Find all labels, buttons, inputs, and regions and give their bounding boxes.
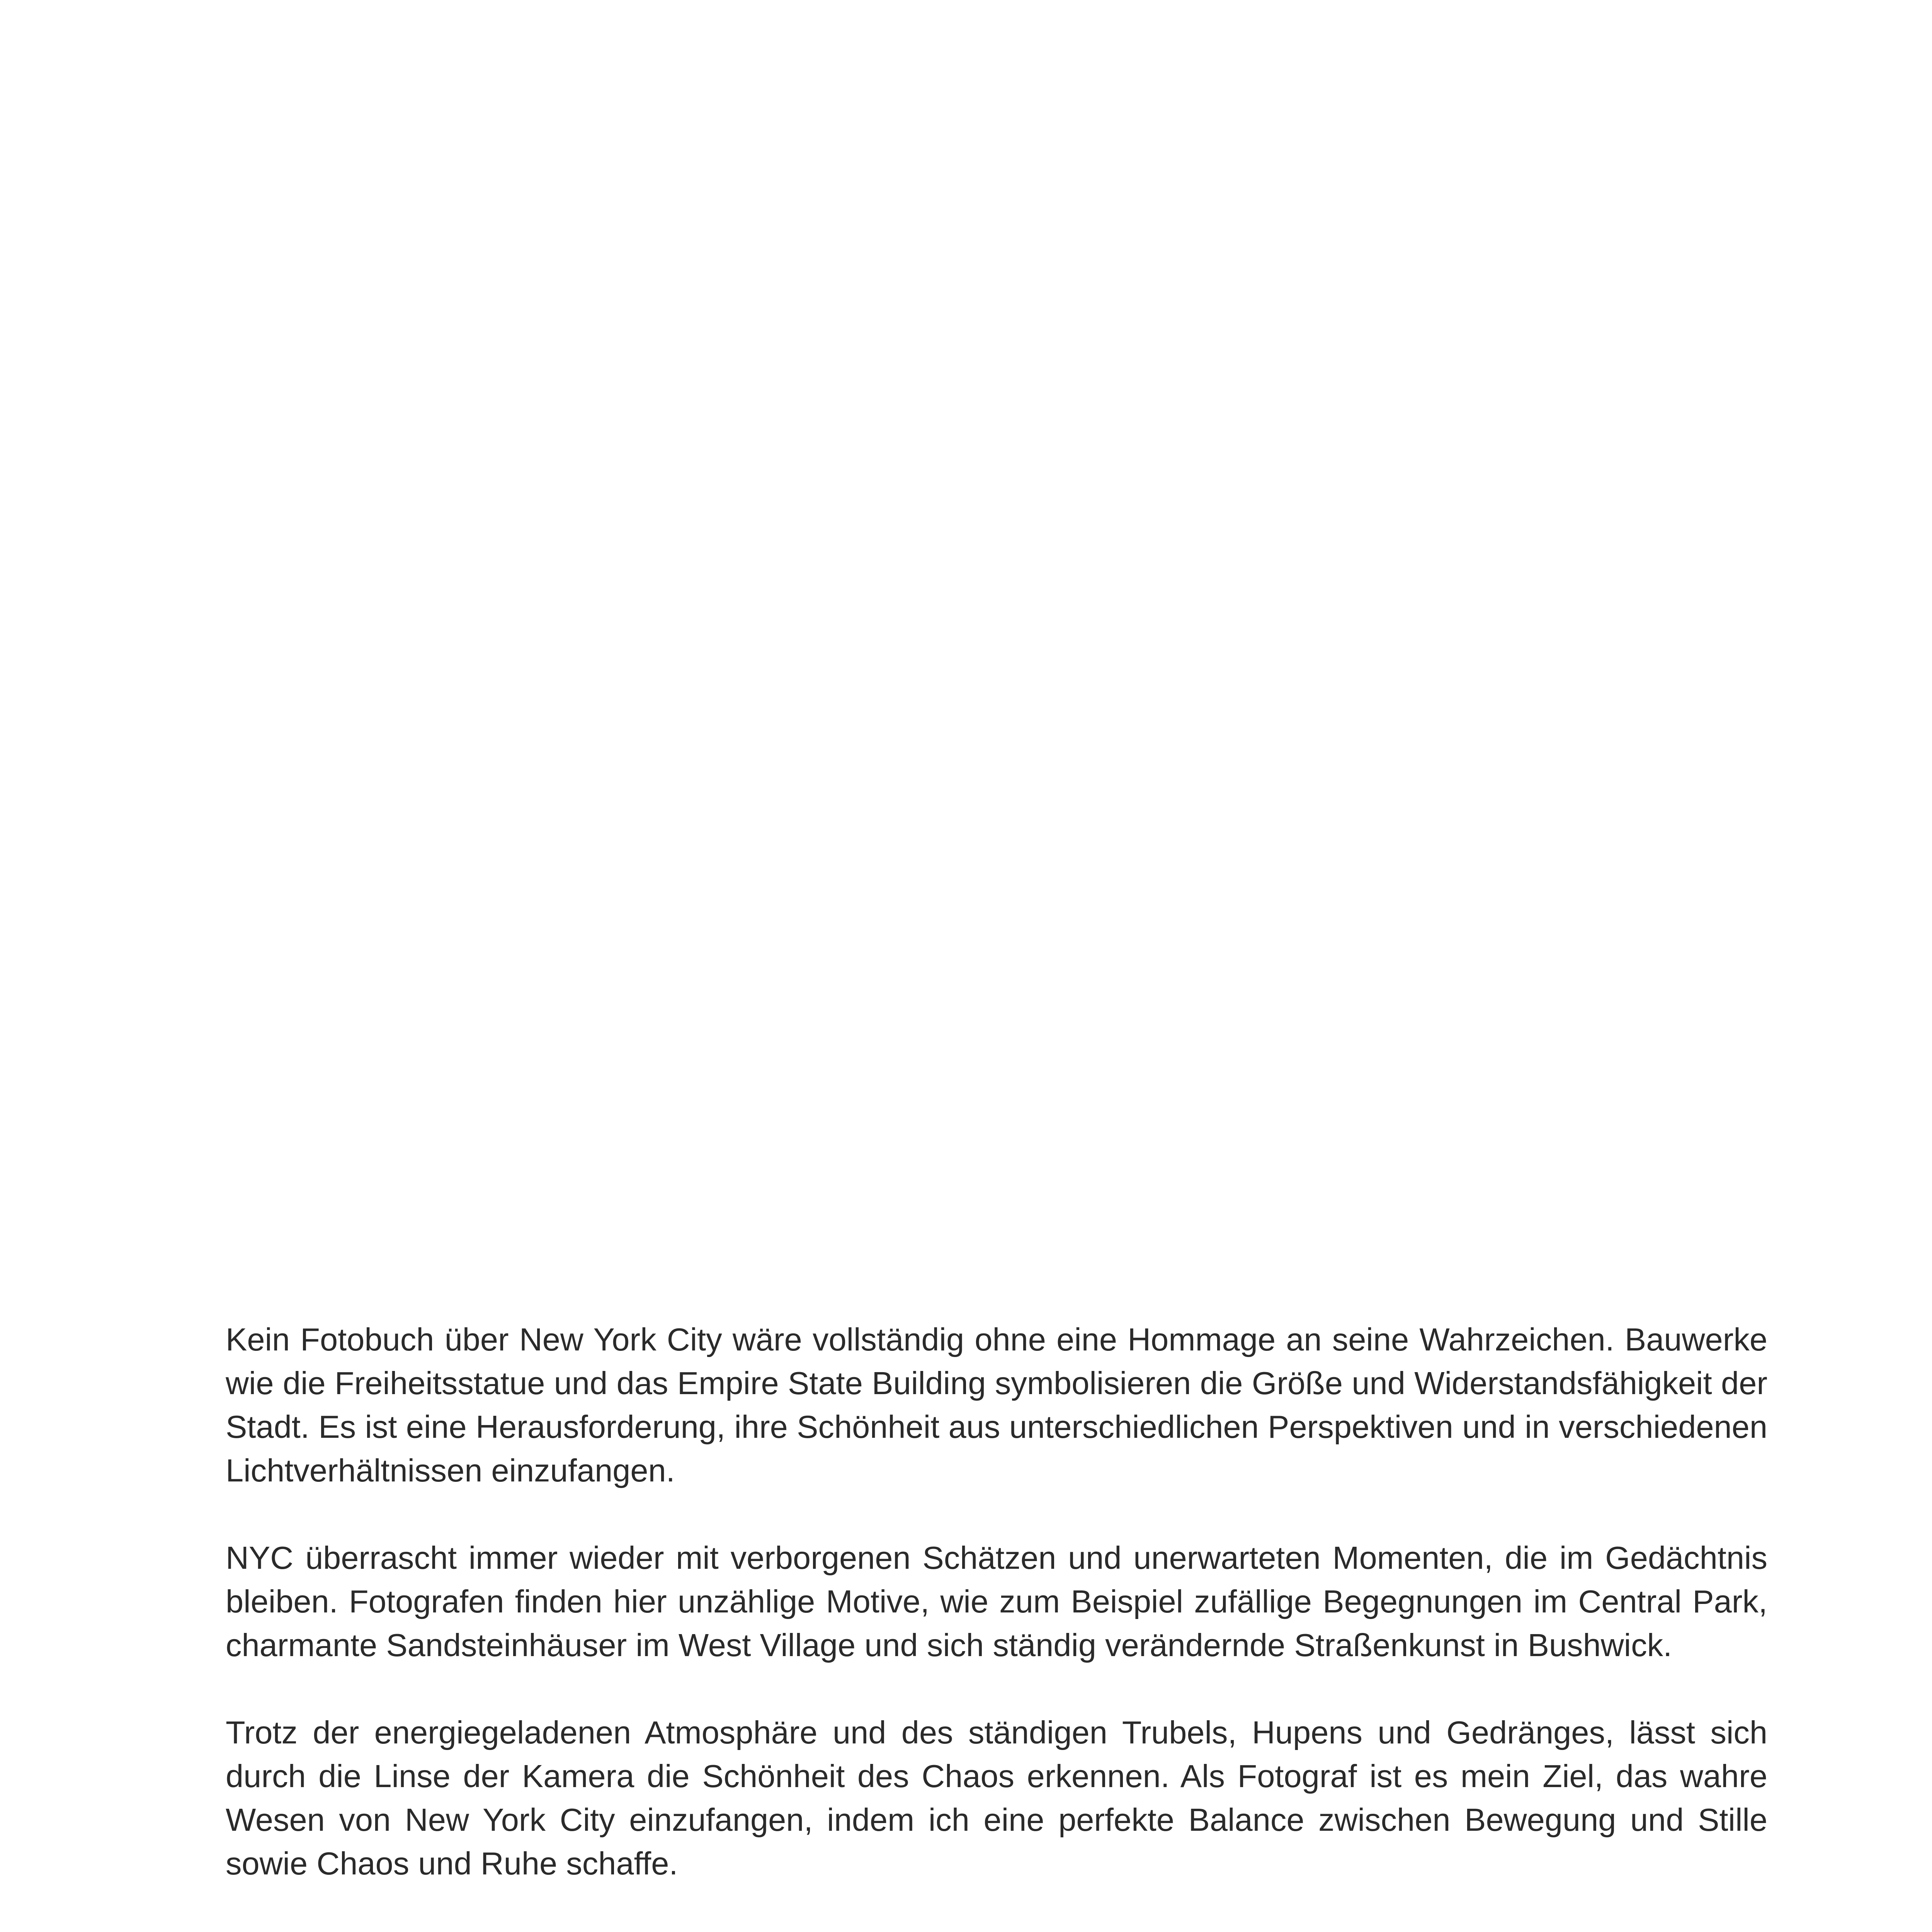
paragraph-hidden-treasures: NYC überrascht immer wieder mit verborgenen Schätzen und unerwarteten Momenten, die im Gedächtnis bleiben. Fotografen finden hier unzählige Motive, wie zum Beispiel zufällige Begegnungen im Central Park, charmante Sandsteinhäuser im West Village und sich ständig verändernde Straßenkunst in Bushwick.: [226, 1540, 1767, 1663]
paragraph-city-backdrop: [226, 1929, 1767, 1932]
body-text: [226, 1318, 1767, 1932]
paragraph-landmarks: Kein Fotobuch über New York City wäre vollständig ohne eine Hommage an seine Wahrzeichen. Bauwerke wie die Freiheitsstatue und das Empire State Building symbolisieren die Größe und Widerstandsfähigkeit der Stadt. Es ist eine Herausforderung, ihre Schönheit aus unterschiedlichen Perspektiven und in verschiedenen Lichtverhältnissen einzufangen.: [226, 1321, 1767, 1488]
paragraph-beauty-of-chaos: Trotz der energiegeladenen Atmosphäre und des ständigen Trubels, Hupens und Gedränges, lässt sich durch die Linse der Kamera die Schönheit des Chaos erkennen. Als Fotograf ist es mein Ziel, das wahre Wesen von New York City einzufangen, indem ich eine perfekte Balance zwischen Bewegung und Stille sowie Chaos und Ruhe schaffe.: [226, 1714, 1767, 1881]
